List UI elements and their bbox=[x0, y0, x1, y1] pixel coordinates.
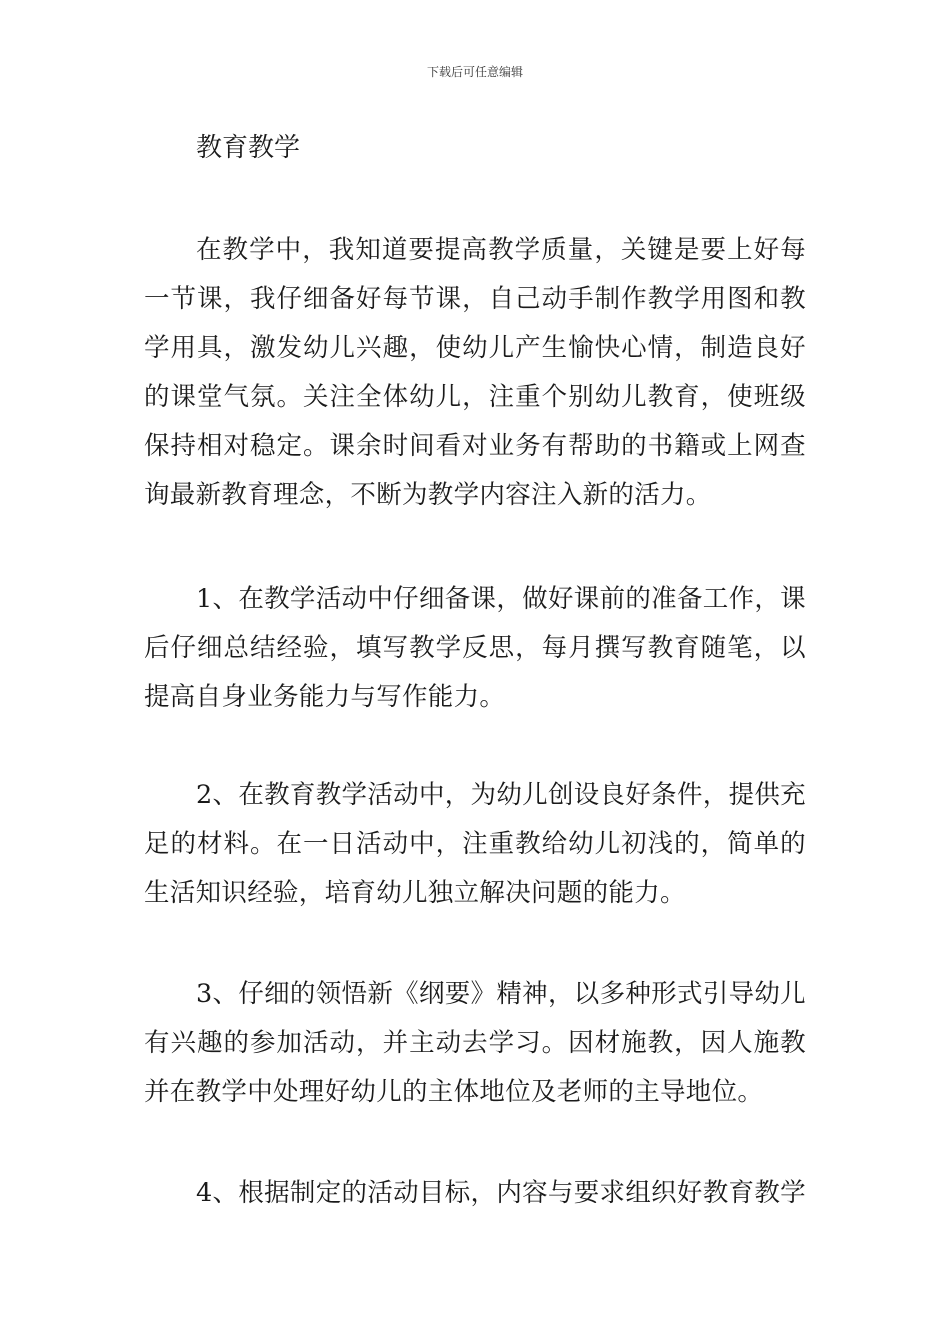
header-note: 下载后可任意编辑 bbox=[426, 65, 523, 79]
paragraph-item-2: 2、在教育教学活动中，为幼儿创设良好条件，提供充足的材料。在一日活动中，注重教给幼儿初浅的，简单的生活知识经验，培育幼儿独立解决问题的能力。 bbox=[144, 780, 806, 908]
section-title: 教育教学 bbox=[196, 133, 301, 163]
paragraph-item-3: 3、仔细的领悟新《纲要》精神，以多种形式引导幼儿有兴趣的参加活动，并主动去学习。因材施教，因人施教并在教学中处理好幼儿的主体地位及老师的主导地位。 bbox=[144, 979, 806, 1107]
paragraph-item-1: 1、在教学活动中仔细备课，做好课前的准备工作，课后仔细总结经验，填写教学反思，每月撰写教育随笔，以提高自身业务能力与写作能力。 bbox=[144, 584, 806, 712]
paragraph-item-4: 4、根据制定的活动目标，内容与要求组织好教育教学 bbox=[196, 1178, 806, 1208]
paragraph-intro: 在教学中，我知道要提高教学质量，关键是要上好每一节课，我仔细备好每节课，自己动手制作教学用图和教学用具，激发幼儿兴趣，使幼儿产生愉快心情，制造良好的课堂气氛。关注全体幼儿，注重个别幼儿教育，使班级保持相对稳定。课余时间看对业务有帮助的书籍或上网查询最新教育理念，不断为教学内容注入新的活力。 bbox=[144, 235, 806, 510]
